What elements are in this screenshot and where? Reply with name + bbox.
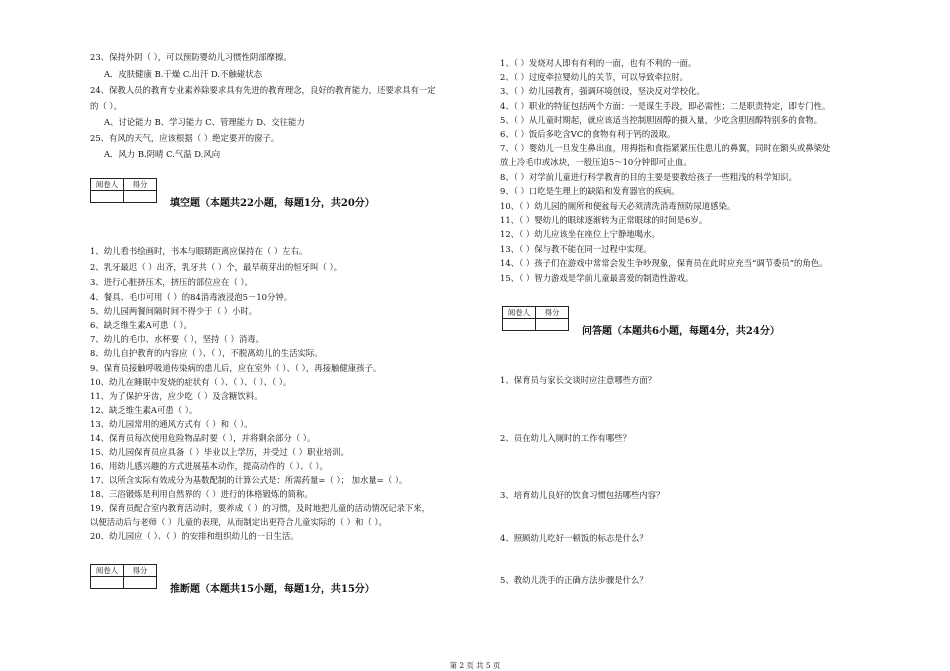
judge-q1: 1、（ ）发烧对人即有有利的一面，也有不利的一面。: [500, 58, 697, 68]
fill-q8: 8、幼儿自护教育的内容应（ ）、（ ），不脱离幼儿的生活实际。: [90, 348, 323, 358]
qa-q4: 4、照顾幼儿吃好一顿饭的标志是什么？: [500, 533, 648, 543]
judge-q9: 9、（ ）口吃是生理上的缺陷和发育器官的疾病。: [500, 186, 680, 196]
qa-q2: 2、员在幼儿入厕时的工作有哪些？: [500, 433, 631, 443]
page-number: 第 2 页 共 5 页: [449, 661, 501, 670]
fill-q4: 4、餐具、毛巾可用（ ）的84消毒液浸泡5－10分钟。: [90, 292, 293, 302]
judge-q7: 7、（ ）婴幼儿一旦发生鼻出血，用拇指和食指紧紧压住患儿的鼻翼，同时在额头或鼻梁处: [500, 143, 831, 153]
fill-q16: 16、用幼儿感兴趣的方式进展基本动作，提高动作的（ ）、（ ）。: [90, 461, 328, 471]
qa-q1: 1、保育员与家长交谈时应注意哪些方面？: [500, 375, 657, 385]
mcq-q25-options: A．风力 B.阴晴 C.气温 D.风向: [104, 149, 221, 159]
fill-q19-cont: 以便活动后与老师（ ）儿童的表现，从而制定出更符合儿童实际的（ ）和（ ）。: [90, 517, 387, 527]
grader-label: 阅卷人: [91, 565, 124, 577]
judge-q4: 4、（ ）职业的特征包括两个方面：一是谋生手段，即必需性；二是职责特定，即专门性。: [500, 101, 831, 111]
grader-label: 阅卷人: [503, 307, 536, 319]
score-cell: [124, 577, 157, 589]
judge-score-table: [90, 564, 157, 589]
fill-q10: 10、幼儿在睡眠中发烧的症状有（ ）、（ ）、（ ）、（ ）。: [90, 377, 292, 387]
mcq-q23: 23、保持外阴（ ），可以预防婴幼儿习惯性阴部摩擦。: [90, 52, 292, 62]
judge-q3: 3、（ ）幼儿园教育，强调环境创设，坚决反对学校化。: [500, 86, 705, 96]
fill-q18: 18、三浴锻炼是利用自然界的（ ）进行的体格锻炼的简称。: [90, 489, 313, 499]
fill-q17: 17、以所含实际有效成分为基数配制的计算公式是：所需药量=（ ）； 加水量=（ ）。: [90, 475, 408, 485]
grader-cell: [91, 577, 124, 589]
fill-q11: 11、为了保护牙齿，应少吃（ ）及含糖饮料。: [90, 391, 263, 401]
fill-score-table: [90, 178, 157, 203]
grader-cell: [91, 191, 124, 203]
grader-label: 阅卷人: [91, 179, 124, 191]
judge-section-title: 推断题（本题共15小题，每题1分，共15分）: [170, 584, 375, 595]
mcq-q24: 24、保教人员的教育专业素养除要求具有先进的教育理念，良好的教育能力，还要求具有一定: [90, 85, 436, 95]
score-label: 得分: [536, 307, 569, 319]
qa-q3: 3、培育幼儿良好的饮食习惯包括哪些内容？: [500, 490, 665, 500]
fill-q5: 5、幼儿园两餐间隔时间不得少于（ ）小时。: [90, 306, 258, 316]
fill-q15: 15、幼儿园保育员应具备（ ）毕业以上学历，并受过（ ）职业培训。: [90, 447, 349, 457]
grader-cell: [503, 319, 536, 331]
fill-q3: 3、进行心脏挤压术，挤压的部位应在（ ）。: [90, 277, 253, 287]
fill-q1: 1、幼儿看书绘画时，书本与眼睛距离应保持在（ ）左右。: [90, 246, 308, 256]
judge-q15: 15、（ ）智力游戏是学前儿童最喜爱的制造性游戏。: [500, 273, 694, 283]
score-cell: [536, 319, 569, 331]
judge-q2: 2、（ ）过度牵拉婴幼儿的关节，可以导致牵拉肘。: [500, 72, 689, 82]
qa-q5: 5、教幼儿洗手的正确方法步骤是什么？: [500, 575, 648, 585]
judge-q14: 14、（ ）孩子们在游戏中常常会发生争吵现象，保育员在此时应充当“调节委员”的角色。: [500, 258, 828, 268]
judge-q6: 6、（ ）饭后多吃含VC的食物有利于钙的汲取。: [500, 129, 676, 139]
judge-q8: 8、（ ）对学前儿童进行科学教育的目的主要是要教给孩子一些粗浅的科学知识。: [500, 172, 797, 182]
score-label: 得分: [124, 179, 157, 191]
judge-q5: 5、（ ）从儿童时期起，就应该适当控制胆固醇的摄入量，少吃含胆固醇特别多的食物。: [500, 115, 823, 125]
mcq-q24-cont: 的（ ）。: [90, 101, 122, 111]
fill-section-title: 填空题（本题共22小题，每题1分，共20分）: [170, 198, 375, 209]
fill-q9: 9、保育员接触呼吸道传染病的患儿后，应在室外（ ）、（ ），再接触健康孩子。: [90, 363, 382, 373]
qa-score-table: [502, 306, 569, 331]
mcq-q23-options: A．皮肤健康 B.干燥 C.出汗 D.不触碰状态: [104, 69, 262, 79]
fill-q12: 12、缺乏维生素A可患（ ）。: [90, 405, 198, 415]
fill-q7: 7、幼儿的毛巾、水杯要（ ），坚持（ ）消毒。: [90, 334, 264, 344]
judge-q11: 11、（ ）婴幼儿的眼球逐渐转为正常眼球的时间是6岁。: [500, 215, 708, 225]
fill-q13: 13、幼儿园常用的通风方式有（ ）和（ ）。: [90, 419, 253, 429]
fill-q6: 6、缺乏维生素A可患（ ）。: [90, 320, 192, 330]
fill-q14: 14、保育员每次使用危险物品时要（ ），并将剩余部分（ ）。: [90, 433, 316, 443]
judge-q12: 12、（ ）幼儿应该坐在座位上宁静地喝水。: [500, 229, 660, 239]
fill-q2: 2、乳牙最迟（ ）出齐，乳牙共（ ）个，最早萌芽出的恒牙叫（ ）。: [90, 262, 342, 272]
judge-q7-cont: 放上冷毛巾或冰块，一般压迫5～10分钟即可止血。: [500, 157, 692, 167]
judge-q10: 10、（ ）幼儿园的厕所和便盆每天必须清洗消毒预防尿道感染。: [500, 201, 736, 211]
qa-section-title: 问答题（本题共6小题，每题4分，共24分）: [582, 326, 780, 337]
mcq-q25: 25、有风的天气，应该根据（ ）绝定要开的窗子。: [90, 133, 280, 143]
fill-q19: 19、保育员配合室内教育活动时，要养成（ ）的习惯，及时地把儿童的活动情况记录下来，: [90, 503, 430, 513]
score-label: 得分: [124, 565, 157, 577]
judge-q13: 13、（ ）保与教不能在同一过程中实现。: [500, 244, 652, 254]
score-cell: [124, 191, 157, 203]
mcq-q24-options: A、讨论能力 B、学习能力 C、管理能力 D、交往能力: [104, 117, 305, 127]
fill-q20: 20、幼儿园应（ ）、（ ）的安排和组织幼儿的一日生活。: [90, 531, 299, 541]
